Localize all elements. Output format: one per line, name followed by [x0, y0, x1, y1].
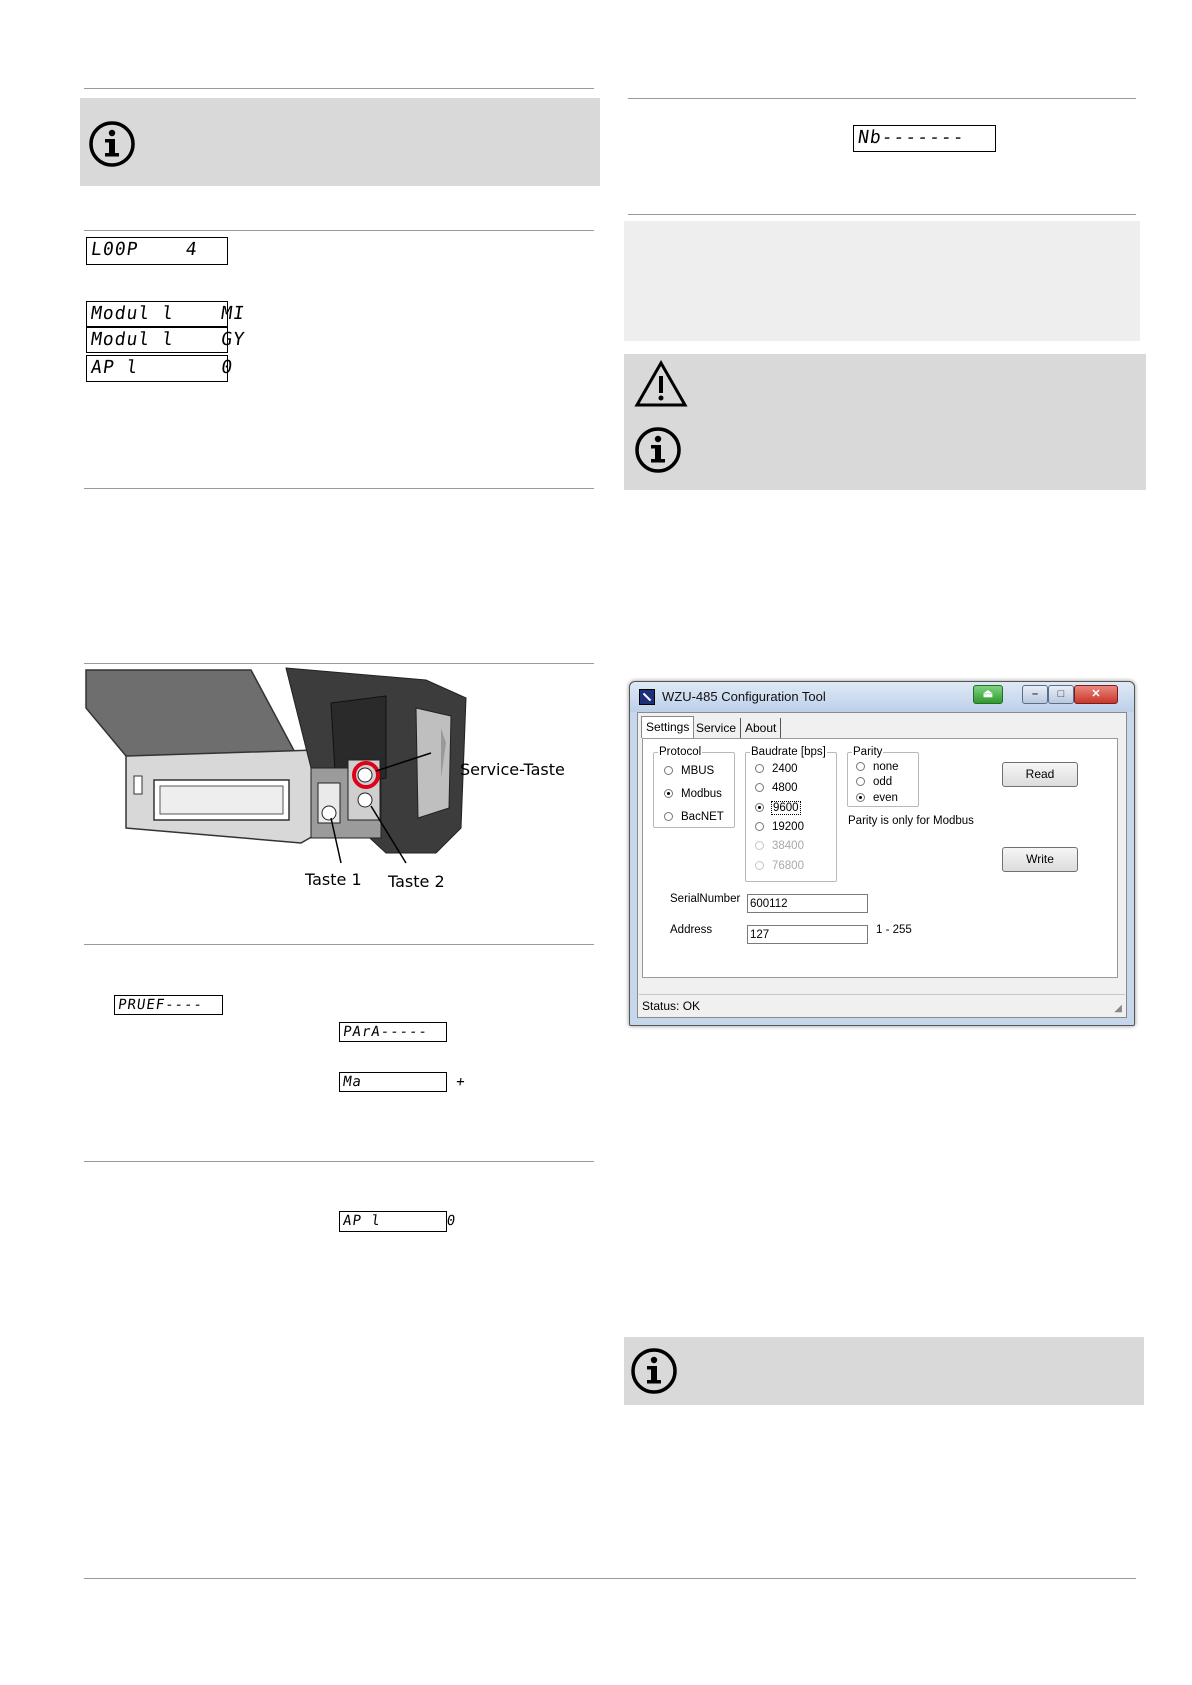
radio-38400: 38400 — [755, 839, 804, 853]
divider — [84, 1161, 594, 1162]
status-bar — [639, 994, 1125, 1016]
radio-dot-selected — [664, 789, 673, 798]
lcd-display-loop: L00P 4 — [86, 237, 228, 265]
settings-panel — [642, 738, 1118, 978]
divider — [84, 230, 594, 231]
radio-none[interactable]: none — [856, 760, 899, 774]
minimize-button[interactable]: – — [1022, 685, 1048, 704]
note-box — [624, 221, 1140, 341]
radio-9600[interactable]: 9600 — [755, 801, 800, 815]
divider — [84, 944, 594, 945]
lcd-display-ap-2: AP l 0 — [339, 1211, 447, 1232]
radio-dot — [755, 783, 764, 792]
maximize-button[interactable]: □ — [1048, 685, 1074, 704]
taste1-label: Taste 1 — [305, 870, 362, 889]
serial-number-input[interactable]: 600112 — [747, 894, 868, 913]
extra-green-button[interactable]: ⏏ — [973, 685, 1003, 704]
parity-legend: Parity — [853, 746, 883, 758]
lcd-display-ma: Ma + — [339, 1072, 447, 1092]
radio-mbus[interactable]: MBUS — [664, 764, 714, 778]
radio-2400[interactable]: 2400 — [755, 762, 798, 776]
radio-bacnet[interactable]: BacNET — [664, 810, 724, 824]
resize-grip-icon[interactable]: ◢ — [1114, 1003, 1122, 1014]
parity-note: Parity is only for Modbus — [848, 815, 974, 827]
divider — [628, 98, 1136, 99]
lcd-display-nb: Nb------- — [853, 125, 996, 152]
radio-even[interactable]: even — [856, 791, 898, 805]
lcd-display-ap: AP l 0 — [86, 355, 228, 382]
serial-number-label: SerialNumber — [670, 893, 741, 905]
device-figure — [86, 668, 586, 900]
read-button[interactable]: Read — [1002, 762, 1078, 787]
warning-info-box — [624, 354, 1146, 490]
radio-dot — [664, 766, 673, 775]
radio-modbus[interactable]: Modbus — [664, 787, 722, 801]
protocol-legend: Protocol — [659, 746, 702, 758]
info-icon — [634, 426, 682, 474]
radio-dot-selected — [856, 793, 865, 802]
lcd-display-modul-gy: Modul l GY — [86, 327, 228, 353]
radio-odd[interactable]: odd — [856, 775, 892, 789]
radio-dot — [664, 812, 673, 821]
radio-dot — [755, 841, 764, 850]
radio-dot — [755, 861, 764, 870]
divider — [84, 88, 594, 89]
close-button[interactable]: ✕ — [1074, 685, 1118, 704]
address-label: Address — [670, 924, 713, 936]
status-text: Status: OK — [642, 999, 701, 1013]
lcd-display-modul-mi: Modul l MI — [86, 301, 228, 327]
radio-dot — [856, 762, 865, 771]
tab-about[interactable]: About — [741, 718, 781, 738]
taste2-label: Taste 2 — [388, 872, 445, 891]
radio-dot — [755, 822, 764, 831]
tab-service[interactable]: Service — [692, 718, 741, 738]
address-range: 1 - 255 — [876, 924, 912, 936]
info-icon — [88, 120, 136, 168]
tab-settings[interactable]: Settings — [641, 716, 694, 738]
title-bar — [630, 682, 1134, 712]
info-box — [624, 1337, 1144, 1405]
lcd-display-para: PArA----- — [339, 1022, 447, 1042]
window-title: WZU-485 Configuration Tool — [662, 689, 826, 704]
write-button[interactable]: Write — [1002, 847, 1078, 872]
footer-divider — [84, 1578, 1136, 1579]
address-input[interactable]: 127 — [747, 925, 868, 944]
config-tool-window — [629, 681, 1135, 1026]
radio-76800: 76800 — [755, 859, 804, 873]
lcd-display-pruef: PRUEF---- — [114, 995, 223, 1015]
radio-19200[interactable]: 19200 — [755, 820, 804, 834]
radio-dot-selected — [755, 803, 764, 812]
divider — [84, 488, 594, 489]
radio-dot — [755, 764, 764, 773]
info-box — [80, 98, 600, 186]
radio-4800[interactable]: 4800 — [755, 781, 798, 795]
divider — [84, 663, 594, 664]
window-client-area — [637, 712, 1127, 1018]
divider — [628, 214, 1136, 215]
radio-dot — [856, 777, 865, 786]
app-icon — [639, 689, 655, 705]
baudrate-legend: Baudrate [bps] — [751, 746, 826, 758]
info-icon — [630, 1347, 678, 1395]
device-drawing — [86, 668, 586, 900]
service-button-label: Service-Taste — [460, 760, 565, 779]
warning-icon — [634, 360, 688, 408]
